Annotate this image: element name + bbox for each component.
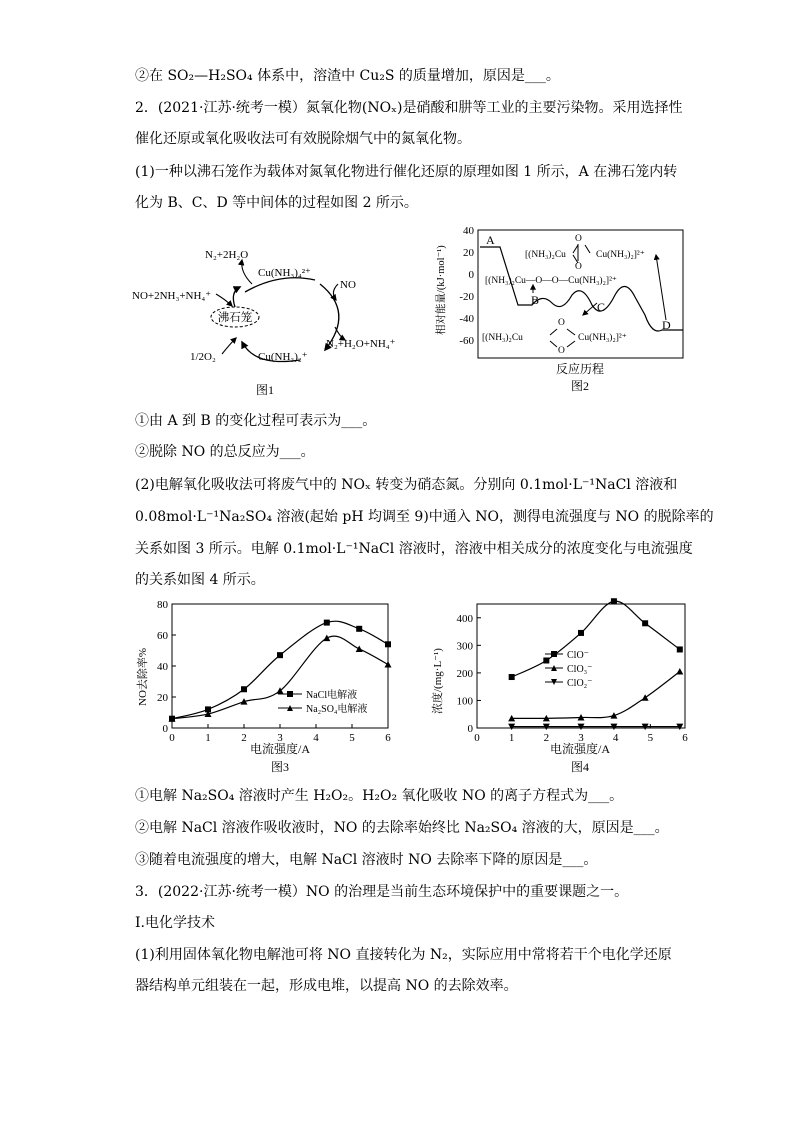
label-A: A — [486, 233, 495, 247]
label-C: C — [597, 300, 606, 314]
svg-text:O: O — [575, 234, 582, 244]
y-tick: 0 — [468, 269, 474, 281]
top-product-label: N₂+2H₂O — [205, 249, 249, 261]
x-axis-label: 电流强度/A — [549, 742, 611, 756]
data-point-square — [324, 620, 330, 626]
legend-clo2: ClO₂⁻ — [567, 678, 593, 689]
species-top-right: Cu(NH₃)₂]²⁺ — [596, 250, 645, 260]
energy-curve — [480, 247, 683, 331]
legend — [278, 688, 367, 715]
data-point-square — [642, 620, 648, 626]
data-point-triangle — [676, 668, 683, 675]
species-mid: [(NH₃)₂Cu—O—O—Cu(NH₃)₂]²⁺ — [485, 276, 617, 286]
svg-text:O: O — [558, 318, 565, 328]
section-heading: I.电化学技术 — [135, 915, 215, 931]
part-2-stem: (2)电解氧化吸收法可将废气中的 NOₓ 转变为硝态氮。分别向 0.1mol·L⁻¹NaCl 溶液和 — [135, 477, 678, 493]
right-reactant-label: NO — [340, 279, 356, 291]
data-point-square — [611, 598, 617, 604]
y-tick-label: 20 — [157, 692, 168, 704]
legend — [545, 650, 592, 689]
data-point-square — [385, 641, 391, 647]
y-tick: -60 — [459, 335, 474, 347]
question-3-stem: 3．(2022·江苏·统考一模）NO 的治理是当前生态环境保护中的重要课题之一。 — [135, 884, 629, 900]
data-point-triangle — [642, 694, 649, 701]
cage-label: 沸石笼 — [217, 312, 253, 324]
figure-1-caption: 图1 — [255, 383, 275, 397]
data-point-square — [543, 657, 549, 663]
cycle-arc-left — [233, 287, 240, 307]
figure-2-caption: 图2 — [570, 379, 590, 393]
x-tick-label: 6 — [682, 732, 688, 744]
x-tick-label: 0 — [169, 732, 175, 744]
y-axis-label: NO去除率% — [137, 647, 149, 706]
bottom-species-label: Cu(NH₃)₂⁺ — [258, 351, 308, 363]
x-tick-label: 2 — [241, 732, 247, 744]
y-tick: 40 — [463, 225, 474, 237]
subquestion-1-2: ②脱除 NO 的总反应为___。 — [135, 444, 315, 460]
y-tick-label: 400 — [456, 612, 473, 625]
y-tick-label: 300 — [456, 640, 473, 653]
subquestion-2-2: ②电解 NaCl 溶液作吸收液时，NO 的去除率始终比 Na₂SO₄ 溶液的大，原因是___。 — [135, 820, 669, 836]
data-point-square — [356, 626, 362, 632]
x-tick-label: 4 — [313, 732, 319, 744]
data-point-triangle — [385, 661, 392, 668]
label-D: D — [662, 318, 671, 332]
y-axis-label: 相对能量/(kJ·mol⁻¹) — [436, 245, 447, 335]
oxo-bridge-bottom — [550, 318, 575, 356]
figure-3-chart — [130, 596, 410, 776]
y-tick-label: 80 — [157, 599, 168, 611]
bottom-reactant-label: 1/2O₂ — [190, 351, 216, 363]
subquestion-1-1: ①由 A 到 B 的变化过程可表示为___。 — [135, 413, 377, 429]
y-tick-labels — [459, 225, 474, 347]
cycle-arc-top — [245, 278, 315, 292]
right-product-label: N₂+H₂O+NH₄⁺ — [326, 338, 396, 350]
data-point-square — [578, 630, 584, 636]
y-tick: -20 — [459, 291, 474, 303]
figure-3-caption: 图3 — [270, 760, 290, 774]
figure-4-chart — [425, 596, 695, 776]
x-tick-label: 1 — [508, 732, 515, 744]
top-species-label: Cu(NH₃)₄²⁺ — [258, 267, 311, 279]
arrow-top-product — [242, 260, 252, 284]
arrow-left-in — [216, 294, 232, 306]
question-2-stem-cont: 催化还原或氧化吸收法可有效脱除烟气中的氮氧化物。 — [135, 131, 471, 147]
species-bottom-right: Cu(NH₃)₂]²⁺ — [578, 333, 627, 343]
figure-4-caption: 图4 — [570, 760, 590, 774]
species-top-left: [(NH₃)₂Cu — [525, 250, 566, 260]
x-axis-label: 电流强度/A — [249, 742, 311, 756]
label-B: B — [531, 293, 540, 307]
svg-text:O: O — [558, 346, 565, 356]
x-tick-label: 5 — [647, 732, 654, 744]
figure-2-energy-profile — [430, 225, 690, 405]
figure-1-cycle — [130, 232, 410, 402]
y-tick-label: 0 — [162, 723, 168, 735]
series-line-0 — [512, 601, 680, 677]
svg-text:O: O — [575, 262, 582, 272]
arrow-D — [656, 255, 666, 320]
data-point-square — [677, 646, 683, 652]
question-3-part-1-cont: 器结构单元组装在一起，形成电堆，以提高 NO 的去除效率。 — [135, 978, 518, 994]
data-point-triangle — [323, 635, 330, 642]
x-axis-label: 反应历程 — [555, 362, 605, 376]
y-tick-label: 200 — [456, 667, 473, 680]
species-bottom-left: [(NH₃)₂Cu — [482, 333, 523, 343]
y-tick: 20 — [463, 247, 474, 259]
legend-na2so4: Na₂SO₄电解液 — [306, 704, 368, 715]
question-2-stem: 2．(2021·江苏·统考一模）氮氧化物(NOₓ)是硝酸和肼等工业的主要污染物。采用选择性 — [135, 100, 683, 116]
data-point-triangle — [356, 645, 363, 652]
subquestion-2-3: ③随着电流强度的增大，电解 NaCl 溶液时 NO 去除率下降的原因是___。 — [135, 852, 598, 868]
x-tick-label: 3 — [578, 732, 584, 744]
y-tick: -40 — [459, 313, 474, 325]
legend-clo3: ClO₃⁻ — [567, 664, 593, 675]
data-point-square — [509, 674, 515, 680]
part-1-stem: (1)一种以沸石笼作为载体对氮氧化物进行催化还原的原理如图 1 所示，A 在沸石笼内转 — [135, 164, 678, 180]
x-tick-label: 2 — [543, 732, 550, 744]
x-tick-label: 3 — [277, 732, 283, 744]
subquestion-2-1: ①电解 Na₂SO₄ 溶液时产生 H₂O₂。H₂O₂ 氧化吸收 NO 的离子方程式为___。 — [135, 788, 624, 804]
legend-nacl: NaCl电解液 — [306, 690, 358, 701]
arrow-right-in — [333, 284, 338, 300]
y-tick-label: 100 — [456, 695, 473, 708]
y-tick-label: 40 — [157, 661, 168, 673]
series-line-1 — [512, 672, 680, 719]
x-tick-label: 5 — [349, 732, 355, 744]
legend-clo: ClO⁻ — [567, 650, 589, 661]
y-tick-label: 60 — [157, 630, 168, 642]
part-1-stem-cont: 化为 B、C、D 等中间体的过程如图 2 所示。 — [135, 195, 418, 211]
part-2-stem-cont-3: 的关系如图 4 所示。 — [135, 572, 265, 588]
part-2-stem-cont-1: 0.08mol·L⁻¹Na₂SO₄ 溶液(起始 pH 均调至 9)中通入 NO，测得电流强度与 NO 的脱除率的 — [135, 509, 714, 525]
y-tick-label: 0 — [467, 723, 473, 735]
data-point-square — [277, 652, 283, 658]
arrow-bottom-in — [222, 338, 236, 354]
part-2-stem-cont-2: 关系如图 3 所示。电解 0.1mol·L⁻¹NaCl 溶液时，溶液中相关成分的浓度变化与电流强度 — [135, 541, 693, 557]
x-tick-label: 4 — [612, 732, 619, 744]
peroxo-bridge-top — [573, 234, 590, 272]
question-3-part-1: (1)利用固体氧化物电解池可将 NO 直接转化为 N₂，实际应用中常将若干个电化学还原 — [135, 947, 672, 963]
y-axis-label: 浓度/(mg·L⁻¹) — [432, 648, 444, 714]
x-tick-label: 1 — [205, 732, 211, 744]
legend-marker-square — [551, 651, 557, 657]
x-tick-label: 6 — [385, 732, 391, 744]
data-point-square — [241, 686, 247, 692]
x-tick-label: 0 — [474, 732, 480, 744]
text-line-1: ②在 SO₂—H₂SO₄ 体系中，溶渣中 Cu₂S 的质量增加，原因是___。 — [135, 68, 560, 84]
legend-marker-square — [287, 691, 293, 697]
left-reactants-label: NO+2NH₃+NH₄⁺ — [132, 290, 212, 302]
